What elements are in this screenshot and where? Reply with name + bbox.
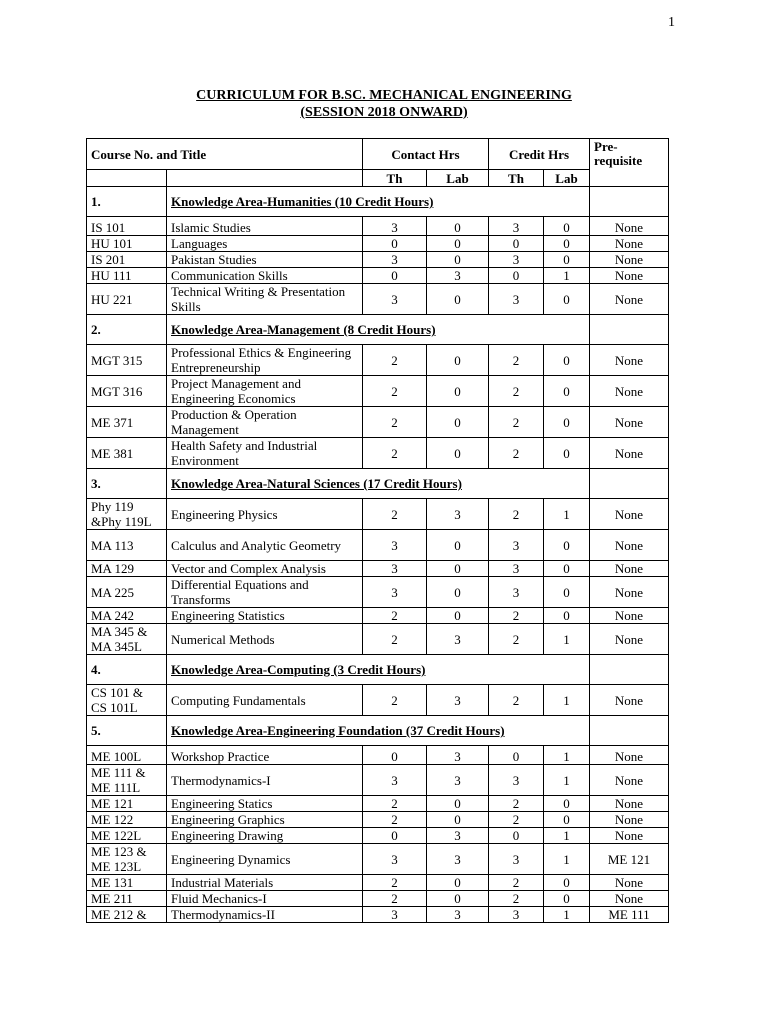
course-credit-th: 3 <box>489 844 544 875</box>
section-number: 4. <box>87 655 167 685</box>
course-row <box>87 844 669 875</box>
course-contact-th: 3 <box>363 765 427 796</box>
course-number: MGT 315 <box>87 345 167 376</box>
course-credit-lab: 1 <box>544 685 590 716</box>
course-prerequisite: ME 121 <box>590 844 669 875</box>
course-number: MGT 316 <box>87 376 167 407</box>
course-credit-lab: 1 <box>544 844 590 875</box>
course-contact-lab: 0 <box>427 561 489 577</box>
course-title: Vector and Complex Analysis <box>167 561 363 577</box>
course-row <box>87 765 669 796</box>
section-title: Knowledge Area-Engineering Foundation (37 Credit Hours) <box>167 716 590 746</box>
course-prerequisite: None <box>590 875 669 891</box>
header-credit-hrs: Credit Hrs <box>489 139 590 170</box>
subheader-blank <box>87 170 167 187</box>
course-contact-lab: 0 <box>427 812 489 828</box>
course-contact-lab: 0 <box>427 796 489 812</box>
course-prerequisite: None <box>590 828 669 844</box>
course-row <box>87 284 669 315</box>
course-title: Industrial Materials <box>167 875 363 891</box>
course-number: HU 111 <box>87 268 167 284</box>
subheader-credit-th: Th <box>489 170 544 187</box>
course-credit-th: 3 <box>489 252 544 268</box>
course-title: Engineering Statistics <box>167 608 363 624</box>
course-credit-lab: 0 <box>544 608 590 624</box>
course-row <box>87 891 669 907</box>
course-row <box>87 812 669 828</box>
course-contact-th: 3 <box>363 284 427 315</box>
course-title: Calculus and Analytic Geometry <box>167 530 363 561</box>
title-line-2: (SESSION 2018 ONWARD) <box>300 105 468 120</box>
course-prerequisite: None <box>590 407 669 438</box>
course-credit-lab: 0 <box>544 236 590 252</box>
course-credit-th: 2 <box>489 891 544 907</box>
course-prerequisite: None <box>590 438 669 469</box>
course-contact-lab: 0 <box>427 236 489 252</box>
course-title: Technical Writing & Presentation Skills <box>167 284 363 315</box>
course-credit-lab: 1 <box>544 268 590 284</box>
course-number: IS 101 <box>87 217 167 236</box>
section-header-row <box>87 716 669 746</box>
course-credit-th: 3 <box>489 765 544 796</box>
section-prereq-blank <box>590 187 669 217</box>
course-number: MA 345 & MA 345L <box>87 624 167 655</box>
course-row <box>87 217 669 236</box>
course-title: Pakistan Studies <box>167 252 363 268</box>
course-title: Thermodynamics-II <box>167 907 363 923</box>
course-title: Differential Equations and Transforms <box>167 577 363 608</box>
course-row <box>87 577 669 608</box>
course-title: Production & Operation Management <box>167 407 363 438</box>
course-title: Health Safety and Industrial Environment <box>167 438 363 469</box>
course-contact-th: 0 <box>363 746 427 765</box>
course-prerequisite: None <box>590 236 669 252</box>
course-number: MA 225 <box>87 577 167 608</box>
course-contact-th: 3 <box>363 530 427 561</box>
course-credit-th: 0 <box>489 746 544 765</box>
course-number: ME 131 <box>87 875 167 891</box>
course-row <box>87 530 669 561</box>
course-credit-th: 2 <box>489 875 544 891</box>
section-title: Knowledge Area-Natural Sciences (17 Credit Hours) <box>167 469 590 499</box>
course-contact-lab: 0 <box>427 875 489 891</box>
course-number: MA 242 <box>87 608 167 624</box>
course-title: Engineering Statics <box>167 796 363 812</box>
course-credit-th: 2 <box>489 812 544 828</box>
section-prereq-blank <box>590 716 669 746</box>
course-row <box>87 608 669 624</box>
course-row <box>87 236 669 252</box>
course-credit-th: 3 <box>489 577 544 608</box>
course-contact-th: 2 <box>363 891 427 907</box>
course-credit-lab: 0 <box>544 217 590 236</box>
header-contact-hrs: Contact Hrs <box>363 139 489 170</box>
section-prereq-blank <box>590 655 669 685</box>
course-contact-lab: 0 <box>427 438 489 469</box>
course-contact-th: 2 <box>363 345 427 376</box>
course-number: ME 371 <box>87 407 167 438</box>
course-row <box>87 268 669 284</box>
course-prerequisite: None <box>590 530 669 561</box>
course-contact-lab: 0 <box>427 345 489 376</box>
course-number: MA 113 <box>87 530 167 561</box>
course-contact-lab: 0 <box>427 376 489 407</box>
course-credit-lab: 1 <box>544 907 590 923</box>
subheader-credit-lab: Lab <box>544 170 590 187</box>
course-credit-lab: 0 <box>544 891 590 907</box>
course-row <box>87 624 669 655</box>
course-credit-th: 3 <box>489 907 544 923</box>
section-title: Knowledge Area-Computing (3 Credit Hours) <box>167 655 590 685</box>
course-row <box>87 252 669 268</box>
subheader-row <box>87 170 669 187</box>
course-contact-th: 3 <box>363 217 427 236</box>
course-credit-lab: 1 <box>544 624 590 655</box>
course-contact-th: 2 <box>363 407 427 438</box>
section-header-row <box>87 187 669 217</box>
curriculum-table <box>86 138 669 923</box>
course-contact-th: 2 <box>363 608 427 624</box>
header-course: Course No. and Title <box>87 139 363 170</box>
course-title: Professional Ethics & Engineering Entrepreneurship <box>167 345 363 376</box>
section-number: 3. <box>87 469 167 499</box>
course-credit-lab: 0 <box>544 438 590 469</box>
course-row <box>87 345 669 376</box>
course-credit-lab: 0 <box>544 530 590 561</box>
course-prerequisite: None <box>590 577 669 608</box>
course-title: Communication Skills <box>167 268 363 284</box>
course-contact-lab: 3 <box>427 685 489 716</box>
course-prerequisite: None <box>590 608 669 624</box>
section-header-row <box>87 469 669 499</box>
course-number: CS 101 & CS 101L <box>87 685 167 716</box>
section-prereq-blank <box>590 469 669 499</box>
course-contact-lab: 3 <box>427 765 489 796</box>
course-contact-th: 2 <box>363 812 427 828</box>
course-contact-lab: 3 <box>427 499 489 530</box>
section-header-row <box>87 315 669 345</box>
course-title: Project Management and Engineering Economics <box>167 376 363 407</box>
course-contact-lab: 0 <box>427 577 489 608</box>
course-number: ME 121 <box>87 796 167 812</box>
course-title: Numerical Methods <box>167 624 363 655</box>
course-row <box>87 907 669 923</box>
course-title: Fluid Mechanics-I <box>167 891 363 907</box>
course-contact-lab: 3 <box>427 844 489 875</box>
course-number: MA 129 <box>87 561 167 577</box>
course-contact-lab: 0 <box>427 217 489 236</box>
course-title: Engineering Drawing <box>167 828 363 844</box>
course-contact-lab: 0 <box>427 608 489 624</box>
course-row <box>87 561 669 577</box>
section-title: Knowledge Area-Management (8 Credit Hours) <box>167 315 590 345</box>
course-contact-lab: 0 <box>427 252 489 268</box>
course-contact-lab: 0 <box>427 530 489 561</box>
course-contact-lab: 0 <box>427 407 489 438</box>
course-prerequisite: None <box>590 268 669 284</box>
title-line-1: CURRICULUM FOR B.SC. MECHANICAL ENGINEERING <box>196 88 572 103</box>
course-number: ME 122 <box>87 812 167 828</box>
course-contact-lab: 0 <box>427 284 489 315</box>
course-credit-th: 3 <box>489 284 544 315</box>
course-credit-th: 0 <box>489 236 544 252</box>
course-prerequisite: None <box>590 685 669 716</box>
course-credit-th: 2 <box>489 407 544 438</box>
section-number: 5. <box>87 716 167 746</box>
course-contact-th: 0 <box>363 236 427 252</box>
course-row <box>87 746 669 765</box>
course-prerequisite: None <box>590 812 669 828</box>
course-number: ME 212 & <box>87 907 167 923</box>
course-contact-th: 3 <box>363 561 427 577</box>
course-contact-th: 2 <box>363 624 427 655</box>
course-number: ME 111 & ME 111L <box>87 765 167 796</box>
course-credit-lab: 0 <box>544 284 590 315</box>
course-contact-th: 3 <box>363 907 427 923</box>
course-contact-th: 3 <box>363 252 427 268</box>
subheader-contact-lab: Lab <box>427 170 489 187</box>
course-prerequisite: None <box>590 499 669 530</box>
course-contact-lab: 3 <box>427 746 489 765</box>
course-number: ME 211 <box>87 891 167 907</box>
course-credit-lab: 0 <box>544 561 590 577</box>
course-credit-lab: 0 <box>544 796 590 812</box>
course-row <box>87 499 669 530</box>
course-credit-th: 3 <box>489 217 544 236</box>
course-prerequisite: ME 111 <box>590 907 669 923</box>
section-header-row <box>87 655 669 685</box>
course-credit-lab: 1 <box>544 828 590 844</box>
course-row <box>87 685 669 716</box>
course-credit-th: 2 <box>489 438 544 469</box>
course-contact-th: 2 <box>363 438 427 469</box>
section-number: 2. <box>87 315 167 345</box>
course-credit-lab: 0 <box>544 577 590 608</box>
course-credit-th: 0 <box>489 828 544 844</box>
course-prerequisite: None <box>590 624 669 655</box>
section-number: 1. <box>87 187 167 217</box>
course-number: ME 381 <box>87 438 167 469</box>
course-title: Islamic Studies <box>167 217 363 236</box>
course-prerequisite: None <box>590 796 669 812</box>
course-title: Thermodynamics-I <box>167 765 363 796</box>
course-credit-lab: 0 <box>544 376 590 407</box>
document-title <box>0 87 768 121</box>
course-contact-th: 3 <box>363 844 427 875</box>
course-title: Engineering Physics <box>167 499 363 530</box>
course-contact-lab: 3 <box>427 624 489 655</box>
course-number: IS 201 <box>87 252 167 268</box>
subheader-blank <box>167 170 363 187</box>
course-number: ME 100L <box>87 746 167 765</box>
course-credit-th: 2 <box>489 685 544 716</box>
course-number: Phy 119 &Phy 119L <box>87 499 167 530</box>
course-row <box>87 875 669 891</box>
course-credit-lab: 0 <box>544 407 590 438</box>
course-title: Engineering Graphics <box>167 812 363 828</box>
course-credit-th: 2 <box>489 608 544 624</box>
course-row <box>87 376 669 407</box>
course-credit-lab: 0 <box>544 812 590 828</box>
course-credit-lab: 0 <box>544 345 590 376</box>
course-credit-th: 2 <box>489 796 544 812</box>
course-prerequisite: None <box>590 746 669 765</box>
course-credit-th: 2 <box>489 376 544 407</box>
course-number: ME 122L <box>87 828 167 844</box>
course-prerequisite: None <box>590 217 669 236</box>
course-contact-th: 2 <box>363 499 427 530</box>
course-credit-lab: 0 <box>544 252 590 268</box>
subheader-contact-th: Th <box>363 170 427 187</box>
course-title: Workshop Practice <box>167 746 363 765</box>
course-prerequisite: None <box>590 345 669 376</box>
course-contact-th: 3 <box>363 577 427 608</box>
course-number: HU 221 <box>87 284 167 315</box>
course-credit-lab: 1 <box>544 746 590 765</box>
course-prerequisite: None <box>590 252 669 268</box>
course-contact-th: 2 <box>363 685 427 716</box>
course-credit-th: 2 <box>489 345 544 376</box>
course-credit-lab: 1 <box>544 499 590 530</box>
course-contact-lab: 0 <box>427 891 489 907</box>
course-contact-th: 0 <box>363 828 427 844</box>
course-row <box>87 407 669 438</box>
course-contact-th: 2 <box>363 796 427 812</box>
course-contact-th: 0 <box>363 268 427 284</box>
course-prerequisite: None <box>590 284 669 315</box>
course-prerequisite: None <box>590 891 669 907</box>
course-contact-th: 2 <box>363 376 427 407</box>
course-row <box>87 796 669 812</box>
section-prereq-blank <box>590 315 669 345</box>
course-contact-lab: 3 <box>427 907 489 923</box>
course-credit-lab: 1 <box>544 765 590 796</box>
course-credit-th: 2 <box>489 624 544 655</box>
section-title: Knowledge Area-Humanities (10 Credit Hours) <box>167 187 590 217</box>
course-contact-lab: 3 <box>427 268 489 284</box>
course-prerequisite: None <box>590 376 669 407</box>
course-prerequisite: None <box>590 561 669 577</box>
page-number: 1 <box>668 15 675 30</box>
course-number: HU 101 <box>87 236 167 252</box>
course-title: Engineering Dynamics <box>167 844 363 875</box>
course-credit-th: 3 <box>489 530 544 561</box>
course-contact-lab: 3 <box>427 828 489 844</box>
course-number: ME 123 & ME 123L <box>87 844 167 875</box>
course-title: Languages <box>167 236 363 252</box>
course-credit-th: 0 <box>489 268 544 284</box>
course-contact-th: 2 <box>363 875 427 891</box>
course-prerequisite: None <box>590 765 669 796</box>
header-row <box>87 139 669 170</box>
header-prerequisite: Pre-requisite <box>590 139 669 187</box>
course-credit-th: 3 <box>489 561 544 577</box>
course-credit-lab: 0 <box>544 875 590 891</box>
course-row <box>87 438 669 469</box>
course-title: Computing Fundamentals <box>167 685 363 716</box>
course-row <box>87 828 669 844</box>
course-credit-th: 2 <box>489 499 544 530</box>
